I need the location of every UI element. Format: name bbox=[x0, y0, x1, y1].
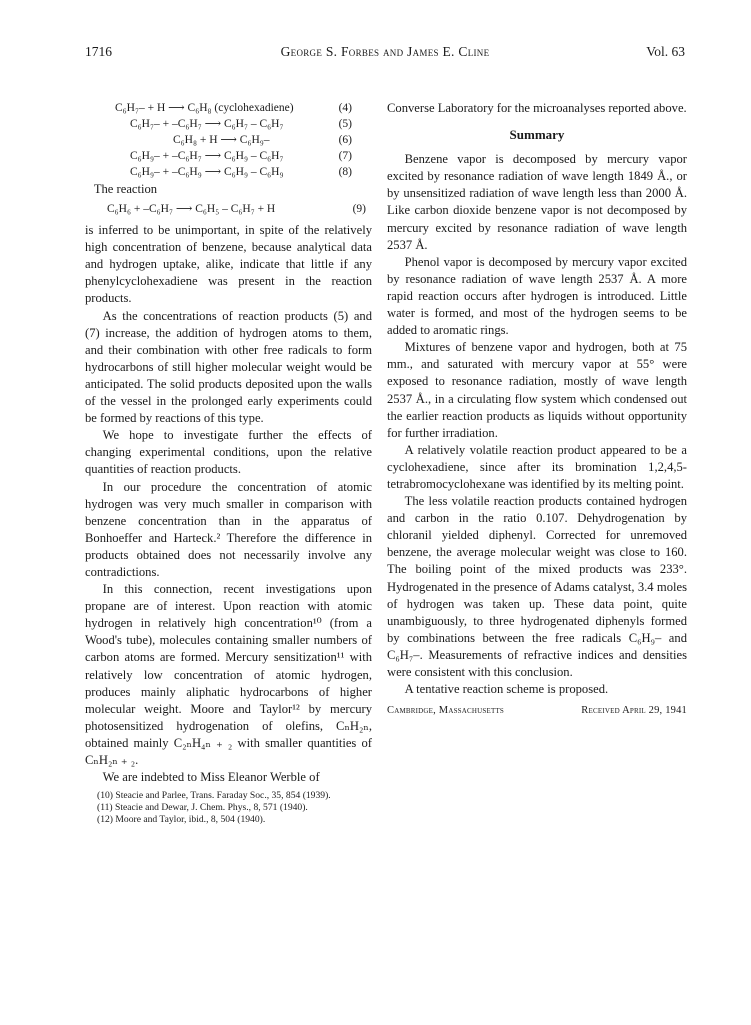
summary-paragraph: Benzene vapor is decomposed by mercury vapor excited by resonance radiation of wave length 1849 Å., or by unsensitized radiation of wave length less than 2000 Å. Like carbon dioxide benzene vapor is not decomposed by mercury excited by resonance radiation of wave length 2537 Å. bbox=[387, 152, 687, 252]
paragraph: As the concentrations of reaction products (5) and (7) increase, the addition of hydrogen atoms to them, and their combination with other free radicals to form hydrocarbons of still higher molecular weight would be anticipated. The solid products deposited upon the walls of the vessel in the prolonged early experiments could be formed by reactions of this type. bbox=[85, 308, 372, 426]
location: Cambridge, Massachusetts bbox=[387, 705, 505, 717]
equation-6 bbox=[85, 132, 372, 148]
equation-number: (8) bbox=[338, 166, 352, 178]
equation-text: C₆H₉– + –C₆H₉ ⟶ C₆H₉ – C₆H₉ bbox=[130, 166, 284, 178]
equation-8 bbox=[85, 164, 372, 180]
equation-4 bbox=[85, 100, 372, 116]
equation-group bbox=[85, 100, 372, 180]
signature-line bbox=[387, 702, 687, 718]
equation-number: (7) bbox=[338, 150, 352, 162]
received-date: Received April 29, 1941 bbox=[581, 705, 687, 717]
equation-text: C₆H₇– + H ⟶ C₆H₈ (cyclohexadiene) bbox=[115, 102, 294, 114]
running-head-authors: George S. Forbes and James E. Cline bbox=[280, 44, 490, 59]
page-number: 1716 bbox=[85, 44, 112, 59]
equation-9 bbox=[85, 201, 372, 217]
paragraph: is inferred to be unimportant, in spite of the relatively high concentration of benzene, because analytical data and hydrogen uptake, alike, indicate that little if any phenylcyclohexadiene was present in the reaction products. bbox=[85, 223, 372, 306]
equation-text: C₆H₉– + –C₆H₇ ⟶ C₆H₉ – C₆H₇ bbox=[130, 150, 284, 162]
summary-paragraph: Phenol vapor is decomposed by mercury vapor excited by resonance radiation of wave length 2537 Å. A more rapid reaction occurs after hydrogen is introduced. Little water is formed, and most of the hydrogen seems to be added to aromatic rings. bbox=[387, 254, 687, 338]
footnote: (10) Steacie and Parlee, Trans. Faraday Soc., 35, 854 (1939). bbox=[97, 790, 331, 802]
summary-paragraph: Mixtures of benzene vapor and hydrogen, both at 75 mm., and saturated with mercury vapor at 55° were exposed to resonance radiation, mostly of wave length 2537 Å., in a circulating flow system which condensed out the earlier reaction products as liquids without opportunity for further irradiation. bbox=[387, 340, 687, 440]
left-column bbox=[85, 100, 372, 826]
equation-number: (4) bbox=[338, 102, 352, 114]
footnote: (11) Steacie and Dewar, J. Chem. Phys., 8, 571 (1940). bbox=[97, 802, 308, 814]
right-column bbox=[387, 100, 687, 718]
paragraph: We are indebted to Miss Eleanor Werble of bbox=[102, 770, 320, 785]
summary-paragraph: A relatively volatile reaction product appeared to be a cyclohexadiene, since after its bromination 1,2,4,5-tetrabromocyclohexane was identified by its melting point. bbox=[387, 442, 687, 491]
equation-number: (5) bbox=[338, 118, 352, 130]
equation-number: (9) bbox=[352, 203, 366, 216]
paragraph: In our procedure the concentration of atomic hydrogen was very much smaller in comparison with benzene concentration than in the apparatus of Bonhoeffer and Harteck.² Therefore the difference in products obtained does not necessarily involve any contradictions. bbox=[85, 479, 372, 579]
reaction-intro: The reaction bbox=[93, 182, 158, 196]
paragraph: In this connection, recent investigations upon propane are of interest. Upon reaction with atomic hydrogen in relatively high concentration¹⁰ (from a Wood's tube), molecules containing smaller numbers of carbon atoms are formed. Mercury sensitization¹¹ with relatively low concentration of atomic hydrogen, produces mainly aliphatic hydrocarbons of higher molecular weight. Moore and Taylor¹² by mercury photosensitized hydrogenation of olefins, CₙH₂ₙ, obtained mainly C₂ₙH₄ₙ ₊ ₂ with smaller quantities of CₙH₂ₙ ₊ ₂. bbox=[85, 582, 372, 767]
equation-5 bbox=[85, 116, 372, 132]
footnote: (12) Moore and Taylor, ibid., 8, 504 (1940). bbox=[97, 814, 266, 826]
paragraph: We hope to investigate further the effects of changing experimental conditions, upon the relative quantities of reaction products. bbox=[85, 428, 372, 477]
equation-text: C₆H₇– + –C₆H₇ ⟶ C₆H₇ – C₆H₇ bbox=[130, 118, 284, 130]
footnotes bbox=[85, 790, 372, 826]
volume-label: Vol. 63 bbox=[646, 44, 685, 59]
equation-text: C₆H₆ + –C₆H₇ ⟶ C₆H₅ – C₆H₇ + H bbox=[107, 203, 276, 216]
summary-heading: Summary bbox=[509, 127, 565, 143]
equation-number: (6) bbox=[338, 134, 352, 146]
equation-text: C₆H₈ + H ⟶ C₆H₉– bbox=[173, 134, 270, 146]
summary-paragraph: The less volatile reaction products contained hydrogen and carbon in the ratio 0.107. Dehydrogenation by chloranil yielded diphenyl. Corrected for unremoved benzene, the average molecular weight was close to 160. The boiling point of the mixed products was 233°. Hydrogenated in the presence of Adams catalyst, 3.4 moles of hydrogen was taken up. These data point, quite unambiguously, to three hydrogenated diphenyls formed by combinations between the free radicals C₆H₉– and C₆H₇–. Measurements of refractive indices and densities were consistent with this conclusion. bbox=[387, 494, 687, 679]
equation-7 bbox=[85, 148, 372, 164]
paragraph: Converse Laboratory for the microanalyses reported above. bbox=[387, 101, 687, 115]
page-header bbox=[85, 44, 685, 64]
summary-paragraph: A tentative reaction scheme is proposed. bbox=[404, 682, 609, 697]
